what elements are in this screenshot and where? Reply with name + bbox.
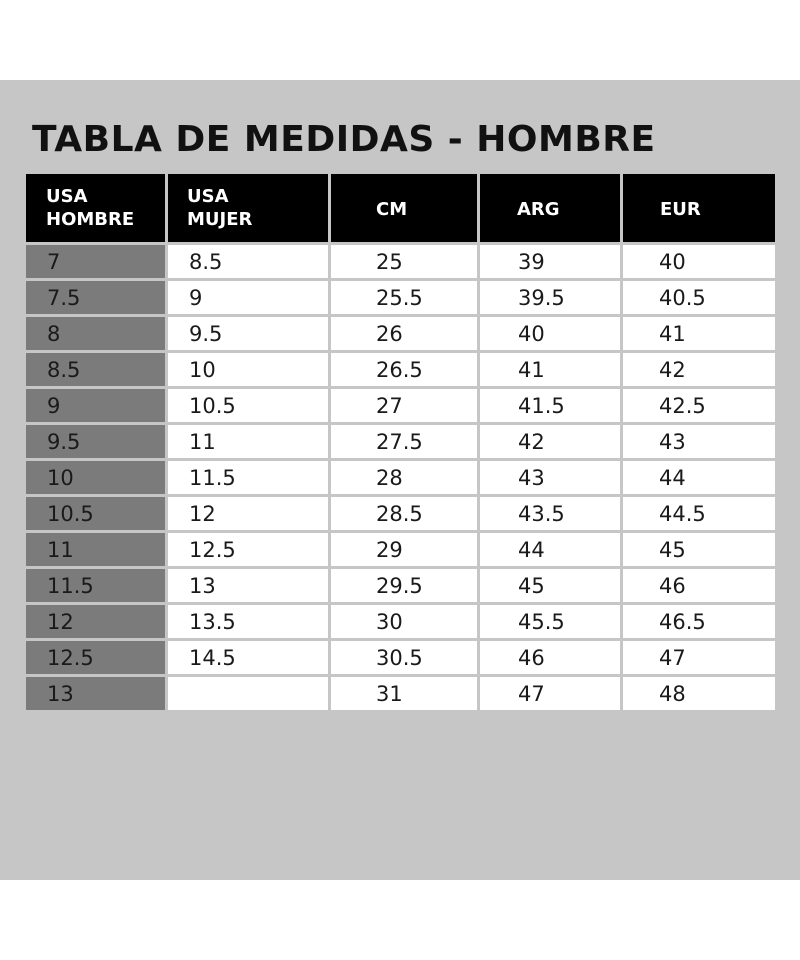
table-cell-usa-hombre: 7.5	[26, 281, 165, 314]
table-cell-cm: 26.5	[331, 353, 477, 386]
table-cell-cm: 28	[331, 461, 477, 494]
table-cell-usa-mujer: 10	[168, 353, 328, 386]
table-cell-eur: 42	[623, 353, 775, 386]
table-cell-cm: 30.5	[331, 641, 477, 674]
table-cell-eur: 46	[623, 569, 775, 602]
header-line: ARG	[517, 198, 560, 220]
header-line: CM	[376, 198, 408, 220]
table-cell-usa-mujer: 12.5	[168, 533, 328, 566]
table-cell-usa-hombre: 8.5	[26, 353, 165, 386]
header-line: MUJER	[187, 209, 253, 230]
header-cm	[331, 174, 477, 242]
table-cell-arg: 47	[480, 677, 620, 710]
table-cell-usa-hombre: 7	[26, 245, 165, 278]
table-cell-eur: 45	[623, 533, 775, 566]
table-cell-arg: 39.5	[480, 281, 620, 314]
table-cell-cm: 27.5	[331, 425, 477, 458]
table-cell-usa-mujer: 9.5	[168, 317, 328, 350]
table-cell-cm: 26	[331, 317, 477, 350]
table-cell-arg: 42	[480, 425, 620, 458]
table-cell-usa-mujer	[168, 677, 328, 710]
header-line: HOMBRE	[46, 209, 135, 230]
table-cell-cm: 25.5	[331, 281, 477, 314]
header-arg	[480, 174, 620, 242]
table-cell-eur: 42.5	[623, 389, 775, 422]
table-cell-eur: 46.5	[623, 605, 775, 638]
header-usa-hombre	[26, 174, 165, 242]
table-cell-arg: 46	[480, 641, 620, 674]
table-cell-eur: 44.5	[623, 497, 775, 530]
table-cell-usa-mujer: 10.5	[168, 389, 328, 422]
table-cell-eur: 43	[623, 425, 775, 458]
size-table	[26, 174, 775, 710]
table-cell-eur: 40.5	[623, 281, 775, 314]
table-cell-usa-mujer: 14.5	[168, 641, 328, 674]
table-cell-arg: 40	[480, 317, 620, 350]
table-cell-cm: 28.5	[331, 497, 477, 530]
table-cell-cm: 29.5	[331, 569, 477, 602]
table-cell-usa-hombre: 9.5	[26, 425, 165, 458]
table-cell-usa-hombre: 13	[26, 677, 165, 710]
table-cell-usa-hombre: 11.5	[26, 569, 165, 602]
table-cell-usa-mujer: 11	[168, 425, 328, 458]
table-cell-usa-hombre: 8	[26, 317, 165, 350]
table-cell-arg: 45	[480, 569, 620, 602]
table-cell-usa-mujer: 13	[168, 569, 328, 602]
table-cell-eur: 48	[623, 677, 775, 710]
table-cell-usa-hombre: 12	[26, 605, 165, 638]
table-cell-usa-mujer: 8.5	[168, 245, 328, 278]
header-line: EUR	[660, 198, 701, 220]
table-cell-cm: 25	[331, 245, 477, 278]
table-cell-eur: 40	[623, 245, 775, 278]
table-cell-cm: 30	[331, 605, 477, 638]
table-cell-cm: 29	[331, 533, 477, 566]
header-line: USA	[187, 186, 229, 207]
table-cell-arg: 44	[480, 533, 620, 566]
table-cell-usa-hombre: 10	[26, 461, 165, 494]
header-eur	[623, 174, 775, 242]
table-cell-usa-mujer: 12	[168, 497, 328, 530]
table-cell-eur: 47	[623, 641, 775, 674]
table-cell-cm: 27	[331, 389, 477, 422]
table-cell-usa-mujer: 13.5	[168, 605, 328, 638]
table-cell-arg: 43.5	[480, 497, 620, 530]
table-cell-usa-hombre: 9	[26, 389, 165, 422]
table-cell-arg: 45.5	[480, 605, 620, 638]
table-cell-usa-mujer: 9	[168, 281, 328, 314]
table-cell-arg: 41.5	[480, 389, 620, 422]
table-cell-usa-hombre: 10.5	[26, 497, 165, 530]
table-cell-eur: 44	[623, 461, 775, 494]
table-cell-usa-mujer: 11.5	[168, 461, 328, 494]
table-cell-cm: 31	[331, 677, 477, 710]
header-usa-mujer	[168, 174, 328, 242]
header-line: USA	[46, 186, 88, 207]
table-cell-arg: 41	[480, 353, 620, 386]
table-cell-eur: 41	[623, 317, 775, 350]
page-title: TABLA DE MEDIDAS - HOMBRE	[32, 119, 656, 160]
table-cell-arg: 39	[480, 245, 620, 278]
table-cell-usa-hombre: 12.5	[26, 641, 165, 674]
table-cell-usa-hombre: 11	[26, 533, 165, 566]
table-cell-arg: 43	[480, 461, 620, 494]
